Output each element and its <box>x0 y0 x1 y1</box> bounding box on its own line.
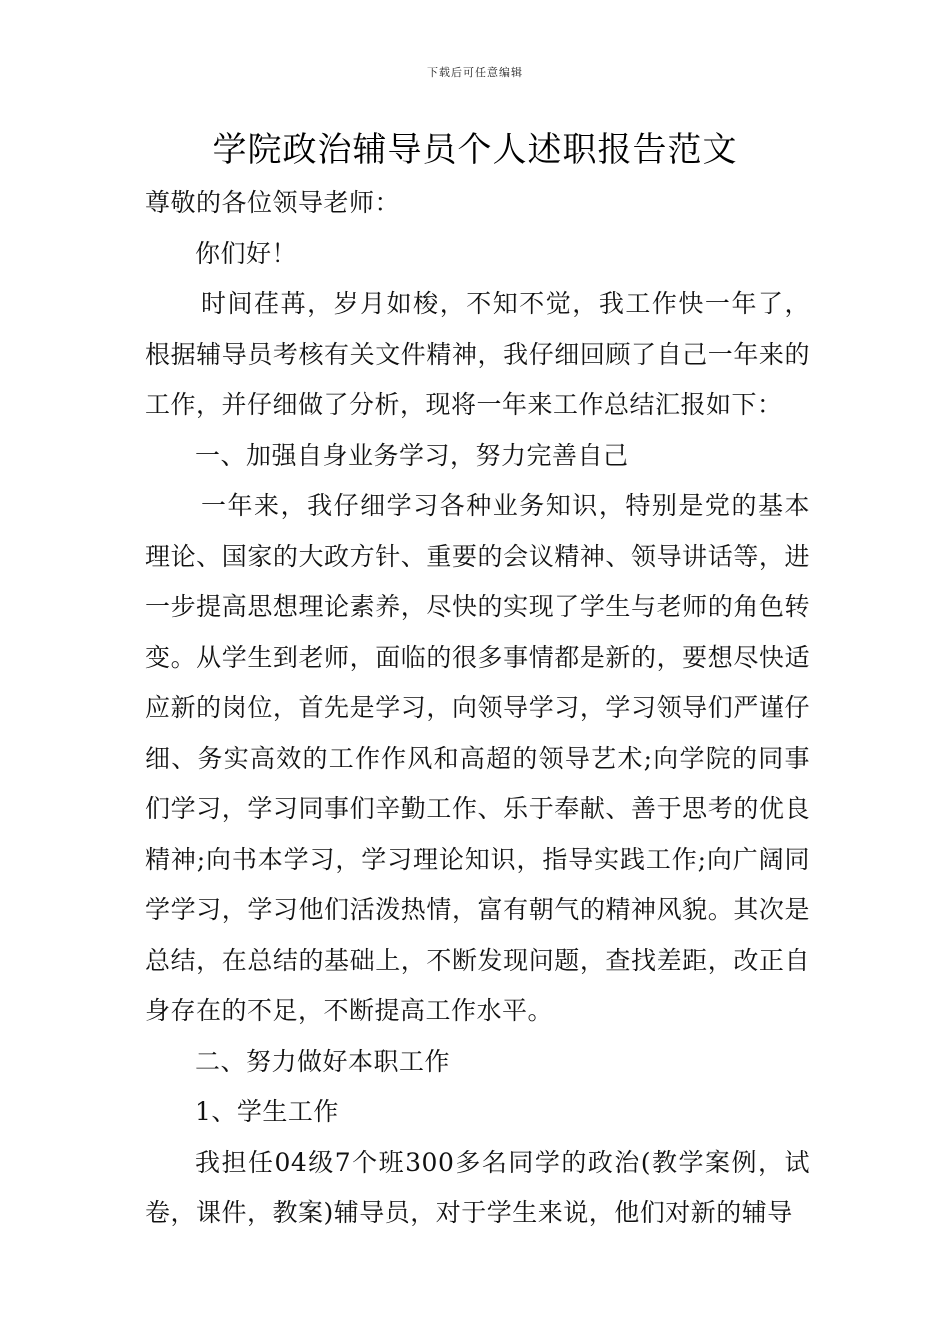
salutation: 尊敬的各位领导老师： <box>145 188 401 217</box>
paragraph-intro: 时间荏苒，岁月如梭，不知不觉，我工作快一年了，根据辅导员考核有关文件精神，我仔细回顾了自己一年来的工作，并仔细做了分析，现将一年来工作总结汇报如下： <box>145 289 810 419</box>
document-body <box>145 178 810 1239</box>
paragraph-study: 一年来，我仔细学习各种业务知识，特别是党的基本理论、国家的大政方针、重要的会议精神、领导讲话等，进一步提高思想理论素养，尽快的实现了学生与老师的角色转变。从学生到老师，面临的很多事情都是新的，要想尽快适应新的岗位，首先是学习，向领导学习，学习领导们严谨仔细、务实高效的工作作风和高超的领导艺术;向学院的同事们学习，学习同事们辛勤工作、乐于奉献、善于思考的优良精神;向书本学习，学习理论知识，指导实践工作;向广阔同学学习，学习他们活泼热情，富有朝气的精神风貌。其次是总结，在总结的基础上，不断发现问题，查找差距，改正自身存在的不足，不断提高工作水平。 <box>145 491 810 1025</box>
document-title: 学院政治辅导员个人述职报告范文 <box>212 130 738 170</box>
paragraph-student-work: 我担任04级7个班300多名同学的政治(教学案例，试卷，课件，教案)辅导员，对于学生来说，他们对新的辅导 <box>145 1147 810 1227</box>
greeting: 你们好！ <box>195 238 298 268</box>
section-heading-2: 二、努力做好本职工作 <box>195 1046 451 1076</box>
subsection-heading-1: 1、学生工作 <box>195 1097 339 1126</box>
header-note: 下载后可任意编辑 <box>427 66 523 79</box>
section-heading-1: 一、加强自身业务学习，努力完善自己 <box>195 440 629 470</box>
